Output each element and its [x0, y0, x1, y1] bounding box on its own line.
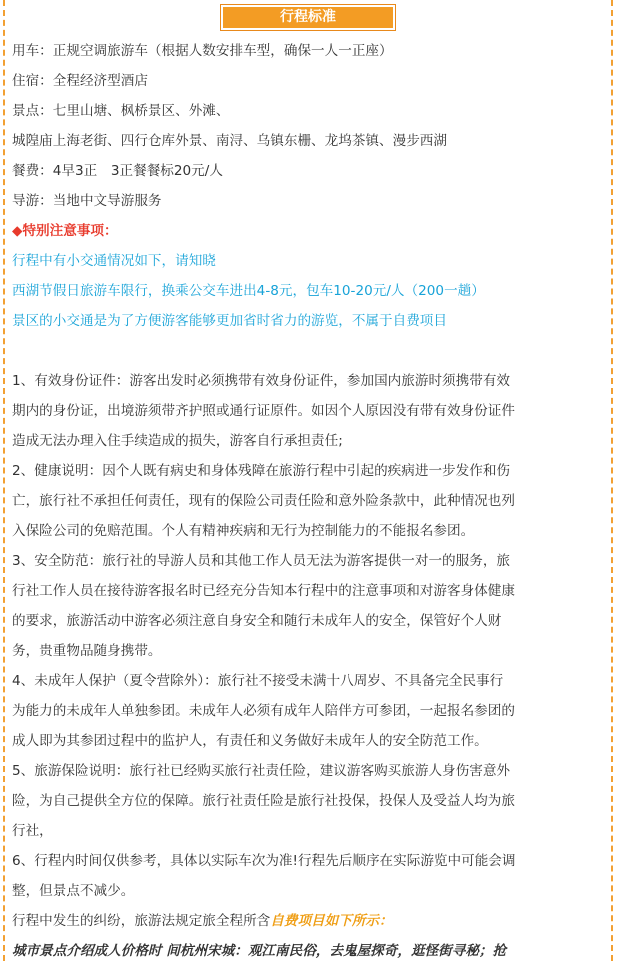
term-line: 行社，	[12, 823, 53, 839]
standard-sights: 景点：七里山塘、枫桥景区、外滩、	[12, 103, 230, 119]
standard-guide: 导游：当地中文导游服务	[12, 193, 162, 209]
standard-hotel: 住宿：全程经济型酒店	[12, 73, 148, 89]
notice-line: 景区的小交通是为了方便游客能够更加省时省力的游览，不属于自费项目	[12, 313, 447, 329]
selfpay-line: 城市景点介绍成人价格时 间杭州宋城：观江南民俗，去鬼屋探奇，逛怪街寻秘；抢	[12, 943, 507, 959]
spacer	[12, 336, 606, 366]
term-line: 造成无法办理入住手续造成的损失，游客自行承担责任;	[12, 433, 343, 449]
dispute-line	[12, 906, 606, 936]
term-line: 6、行程内时间仅供参考，具体以实际车次为准!行程先后顺序在实际游览中可能会调	[12, 853, 516, 869]
term-line: 3、安全防范：旅行社的导游人员和其他工作人员无法为游客提供一对一的服务，旅	[12, 553, 511, 569]
standard-vehicle: 用车：正规空调旅游车（根据人数安排车型，确保一人一正座）	[12, 43, 393, 59]
term-line: 1、有效身份证件：游客出发时必须携带有效身份证件，参加国内旅游时须携带有效	[12, 373, 511, 389]
term-line: 务，贵重物品随身携带。	[12, 643, 162, 659]
notice-line: 西湖节假日旅游车限行，换乘公交车进出4-8元，包车10-20元/人（200一趟）	[12, 283, 485, 299]
term-line: 4、未成年人保护（夏令营除外）：旅行社不接受未满十八周岁、不具备完全民事行	[12, 673, 504, 689]
term-line: 5、旅游保险说明：旅行社已经购买旅行社责任险，建议游客购买旅游人身伤害意外	[12, 763, 511, 779]
term-line: 的要求，旅游活动中游客必须注意自身安全和随行未成年人的安全，保管好个人财	[12, 613, 502, 629]
section-title-box	[220, 4, 396, 31]
dispute-text: 行程中发生的纠纷，旅游法规定旅全程所含	[12, 913, 271, 929]
term-line: 整，但景点不减少。	[12, 883, 135, 899]
content-area	[12, 36, 606, 966]
standard-sights-cont: 城隍庙上海老街、四行仓库外景、南浔、乌镇东栅、龙坞茶镇、漫步西湖	[12, 133, 447, 149]
term-line: 2、健康说明：因个人既有病史和身体残障在旅游行程中引起的疾病进一步发作和伤	[12, 463, 511, 479]
term-line: 亡，旅行社不承担任何责任，现有的保险公司责任险和意外险条款中，此种情况也列	[12, 493, 515, 509]
notice-heading: ◆特别注意事项：	[12, 223, 118, 239]
term-line: 险，为自己提供全方位的保障。旅行社责任险是旅行社投保，投保人及受益人均为旅	[12, 793, 515, 809]
selfpay-highlight: 自费项目如下所示：	[270, 913, 393, 929]
term-line: 行社工作人员在接待游客报名时已经充分告知本行程中的注意事项和对游客身体健康	[12, 583, 515, 599]
standard-meals: 餐费：4早3正 3正餐餐标20元/人	[12, 163, 223, 179]
term-line: 期内的身份证，出境游须带齐护照或通行证原件。如因个人原因没有带有效身份证件	[12, 403, 515, 419]
notice-line: 行程中有小交通情况如下，请知晓	[12, 253, 216, 269]
term-line: 为能力的未成年人单独参团。未成年人必须有成年人陪伴方可参团，一起报名参团的	[12, 703, 515, 719]
term-line: 成人即为其参团过程中的监护人，有责任和义务做好未成年人的安全防范工作。	[12, 733, 488, 749]
term-line: 入保险公司的免赔范围。个人有精神疾病和无行为控制能力的不能报名参团。	[12, 523, 475, 539]
section-title: 行程标准	[223, 7, 393, 28]
